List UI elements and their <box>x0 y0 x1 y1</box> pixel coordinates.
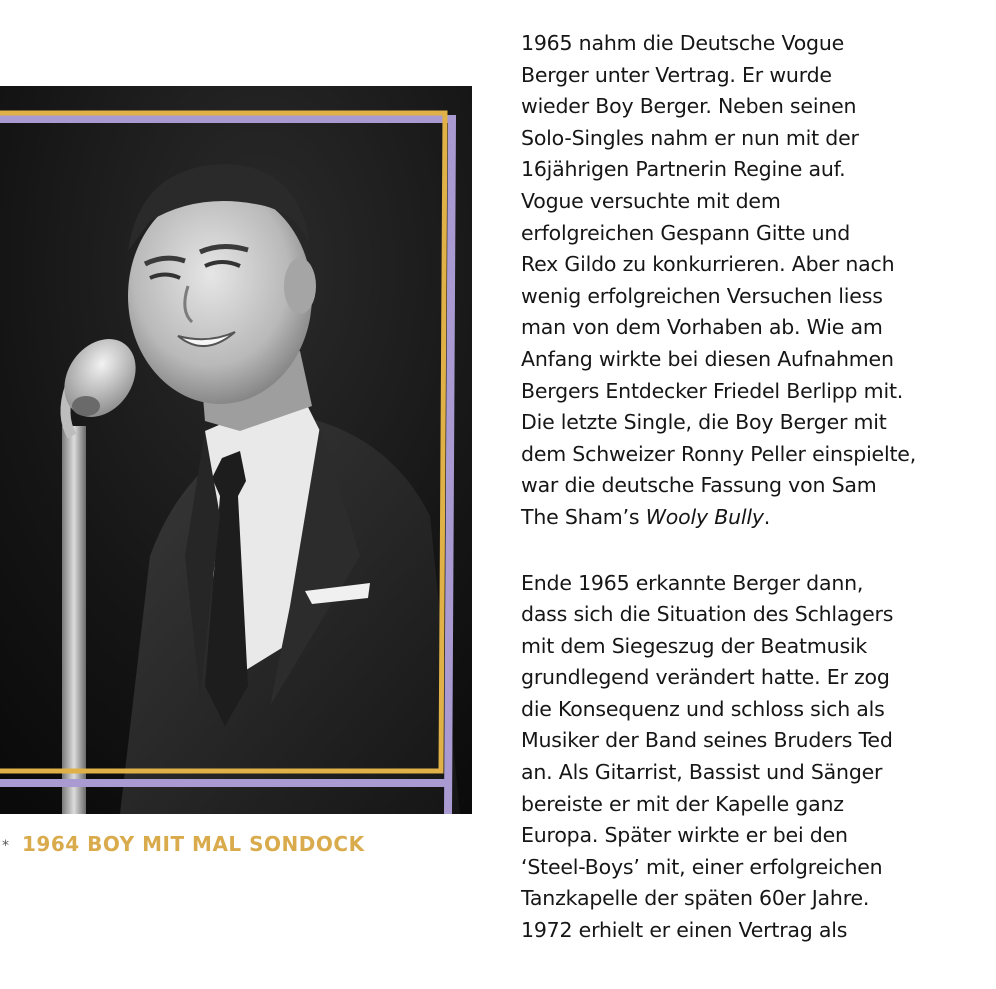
text-fragment: . <box>763 504 771 529</box>
text-line: Rex Gildo zu konkurrieren. Aber nach <box>521 252 895 277</box>
text-line: Europa. Später wirkte er bei den <box>521 823 848 848</box>
text-fragment: The Sham’s <box>521 504 646 529</box>
text-line: mit dem Siegeszug der Beatmusik <box>521 633 868 658</box>
caption-asterisk: * <box>2 838 9 854</box>
text-line: Bergers Entdecker Friedel Berlipp mit. <box>521 378 904 403</box>
text-line: Solo-Singles nahm er nun mit der <box>521 125 859 150</box>
photo-caption: 1964 BOY MIT MAL SONDOCK <box>22 832 365 856</box>
article-column <box>521 28 981 947</box>
text-line: Vogue versuchte mit dem <box>521 188 781 213</box>
text-line: 1972 erhielt er einen Vertrag als <box>521 918 848 943</box>
text-line: dem Schweizer Ronny Peller einspielte, <box>521 441 917 466</box>
text-line: wieder Boy Berger. Neben seinen <box>521 94 857 119</box>
singer-photo <box>0 86 472 814</box>
text-line: Anfang wirkte bei diesen Aufnahmen <box>521 346 894 371</box>
text-line: wenig erfolgreichen Versuchen liess <box>521 283 883 308</box>
text-line: erfolgreichen Gespann Gitte und <box>521 220 851 245</box>
text-line: bereiste er mit der Kapelle ganz <box>521 791 844 816</box>
text-line: Berger unter Vertrag. Er wurde <box>521 62 832 87</box>
text-line: war die deutsche Fassung von Sam <box>521 473 877 498</box>
text-line: Musiker der Band seines Bruders Ted <box>521 728 893 753</box>
text-line: die Konsequenz und schloss sich als <box>521 696 885 721</box>
text-line: dass sich die Situation des Schlagers <box>521 602 894 627</box>
paragraph-gap <box>521 534 981 568</box>
text-line: 16jährigen Partnerin Regine auf. <box>521 157 846 182</box>
text-line: an. Als Gitarrist, Bassist und Sänger <box>521 760 883 785</box>
text-line-with-song <box>521 502 981 534</box>
text-line: Tanzkapelle der späten 60er Jahre. <box>521 886 870 911</box>
text-line: ‘Steel-Boys’ mit, einer erfolgreichen <box>521 854 883 879</box>
article-paragraph-1 <box>521 28 981 534</box>
text-line: man von dem Vorhaben ab. Wie am <box>521 315 883 340</box>
article-paragraph-2 <box>521 568 981 947</box>
text-line: 1965 nahm die Deutsche Vogue <box>521 31 845 55</box>
text-line: Die letzte Single, die Boy Berger mit <box>521 410 887 435</box>
text-line: Ende 1965 erkannte Berger dann, <box>521 570 864 595</box>
singer-photo-illustration <box>0 86 472 814</box>
text-line: grundlegend verändert hatte. Er zog <box>521 665 890 690</box>
song-title: Wooly Bully <box>645 504 764 529</box>
